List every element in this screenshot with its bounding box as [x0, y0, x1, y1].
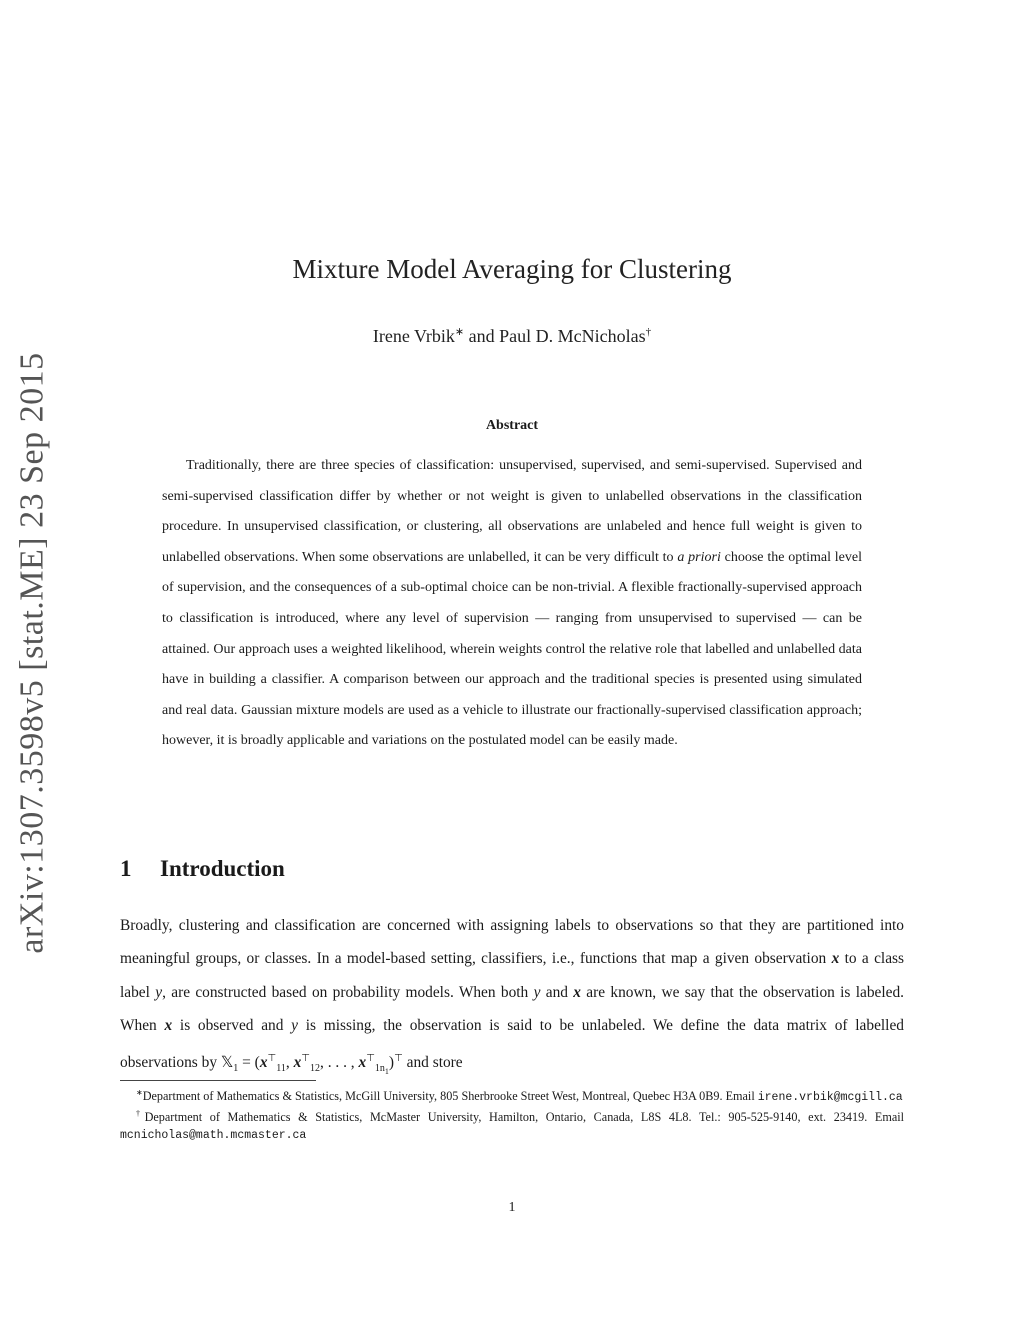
math-paren: ) — [388, 1054, 395, 1072]
math-var-y: y — [533, 983, 541, 1001]
math-subsubscript: 1 — [384, 1067, 389, 1077]
math-subscript: 1 — [233, 1063, 239, 1075]
intro-text: to a class label — [120, 950, 905, 1001]
section-number: 1 — [120, 856, 132, 881]
author-2-mark: † — [645, 326, 652, 338]
math-subscript: 11 — [276, 1063, 286, 1075]
footnote-2-email: mcnicholas@math.mcmaster.ca — [120, 1128, 307, 1142]
intro-text: is missing, the observation is said to be unlabeled. We define the data matrix of labelled observations by — [120, 1016, 904, 1072]
math-ellipsis: . . . — [327, 1054, 351, 1072]
section-title: Introduction — [160, 856, 285, 881]
math-var-y: y — [155, 983, 163, 1001]
author-2: Paul D. McNicholas — [499, 326, 646, 346]
abstract-text-1: Traditionally, there are three species of classification: unsupervised, supervised, and semi-supervised. Supervised and semi-supervised classification differ by whether or not weight is given to unlabelled observations in the classification procedure. In unsupervised classification, or clustering, all observations are unlabeled and hence full weight is given to unlabelled observations. When some observations are unlabelled, it can be very difficult to — [162, 458, 862, 565]
footnote-2-mark: † — [136, 1109, 145, 1119]
math-var-x: x — [831, 950, 840, 968]
abstract-body — [162, 451, 862, 757]
abstract-heading: Abstract — [485, 418, 539, 433]
math-var-y: y — [291, 1016, 298, 1034]
math-transpose: ⊤ — [301, 1053, 310, 1065]
math-transpose: ⊤ — [267, 1053, 277, 1065]
intro-text: , are constructed based on probability models. When both — [162, 983, 534, 1001]
math-var-x: x — [573, 983, 581, 1001]
abstract-italic: a priori — [677, 549, 721, 565]
math-comma: , — [320, 1054, 328, 1072]
math-var-x: x — [164, 1016, 173, 1034]
author-1: Irene Vrbik — [372, 326, 455, 346]
paper-title: Mixture Model Averaging for Clustering — [292, 254, 732, 284]
authors — [0, 325, 1024, 347]
math-var-x: x — [358, 1054, 367, 1072]
math-transpose: ⊤ — [394, 1053, 403, 1065]
footnote-2 — [120, 1106, 904, 1143]
section-heading — [120, 856, 285, 882]
math-var-x: x — [293, 1054, 302, 1072]
math-subscript-text: 1n — [374, 1063, 385, 1075]
footnote-2-text: Department of Mathematics & Statistics, McMaster University, Hamilton, Ontario, Canada, L8S 4L8. Tel.: 905-525-9140, ext. 23419. Email — [144, 1110, 904, 1125]
math-subscript — [374, 1063, 389, 1077]
footnote-1-email: irene.vrbik@mcgill.ca — [757, 1091, 903, 1105]
intro-paragraph — [120, 909, 904, 1089]
abstract-text-2: choose the optimal level of supervision, and the consequences of a sub-optimal choice can be non-trivial. A flexible fractionally-supervised approach to classification is introduced, where any level of supervision — ranging from unsupervised to supervised — can be attained. Our approach uses a weighted likelihood, wherein weights control the relative role that labelled and unlabelled data have in building a classifier. A comparison between our approach and the traditional species is presented using simulated and real data. Gaussian mixture models are used as a vehicle to illustrate our fractionally-supervised classification approach; however, it is broadly applicable and variations on the postulated model can be easily made. — [162, 549, 862, 749]
math-equals: = ( — [238, 1054, 260, 1072]
math-subscript: 12 — [310, 1063, 320, 1075]
intro-text: and — [540, 983, 574, 1001]
footnote-1-mark: ∗ — [136, 1088, 143, 1097]
author-conjunction: and — [464, 326, 500, 346]
footnote-1 — [120, 1085, 904, 1106]
footnote-rule — [120, 1080, 316, 1081]
footnote-1-text: Department of Mathematics & Statistics, McGill University, 805 Sherbrooke Street West, Montreal, Quebec H3A 0B9. Email — [142, 1089, 758, 1104]
math-matrix-symbol: 𝕏 — [220, 1054, 234, 1072]
math-transpose: ⊤ — [366, 1053, 375, 1065]
intro-text: Broadly, clustering and classification are concerned with assigning labels to observations so that they are partitioned into meaningful groups, or classes. In a model-based setting, classifiers, i.e., functions that map a given observation — [120, 917, 904, 968]
footnotes — [120, 1085, 904, 1144]
arxiv-stamp — [10, 352, 56, 954]
math-var-x: x — [259, 1054, 268, 1072]
page-number: 1 — [508, 1200, 516, 1215]
math-comma: , — [285, 1054, 294, 1072]
intro-text: is observed and — [172, 1016, 292, 1034]
author-1-mark: ∗ — [454, 326, 465, 338]
math-comma: , — [350, 1054, 359, 1072]
arxiv-stamp-text: arXiv:1307.3598v5 [stat.ME] 23 Sep 2015 — [14, 352, 51, 954]
intro-text: are known, we say that the observation is labeled. When — [120, 983, 905, 1034]
intro-text: and store — [402, 1054, 463, 1072]
